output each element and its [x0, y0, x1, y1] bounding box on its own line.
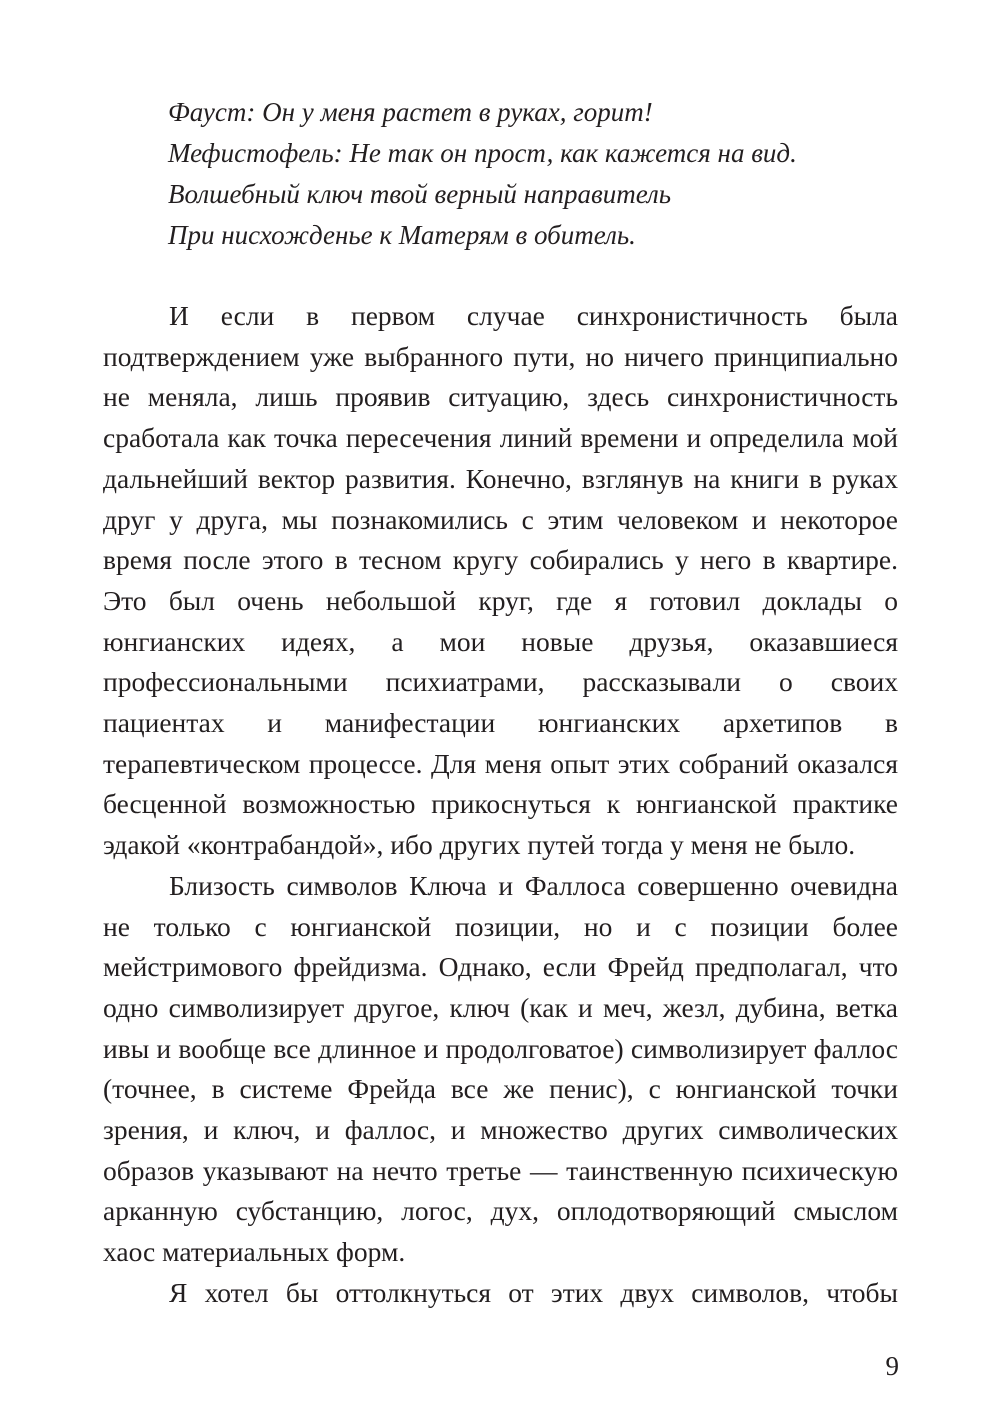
page-number: 9	[885, 1351, 899, 1381]
paragraph: Близость символов Ключа и Фаллоса совершенно очевидна не только с юнгианской позиции, но и с позиции более мейстримового фрейдизма. Однако, если Фрейд предполагал, что одно символизирует другое, ключ (как и меч, жезл, дубина, ветка ивы и вообще все длинное и продолговатое) символизирует фаллос (точнее, в системе Фрейда все же пенис), с юнгианской точки зрения, и ключ, и фаллос, и множество других символических образов указывают на нечто третье — таинственную психическую арканную субстанцию, логос, дух, оплодотворяющий смыслом хаос материальных форм.	[103, 869, 898, 1268]
epigraph	[168, 92, 928, 256]
main-text	[103, 296, 898, 1314]
epigraph-line: При нисхожденье к Матерям в обитель.	[168, 220, 636, 250]
epigraph-line: Волшебный ключ твой верный направитель	[168, 179, 672, 209]
epigraph-line: Фауст: Он у меня растет в руках, горит!	[168, 97, 653, 127]
paragraph-last: Я хотел бы оттолкнуться от этих двух символов, чтобы	[169, 1276, 898, 1308]
epigraph-line: Мефистофель: Не так он прост, как кажется на вид.	[168, 138, 797, 168]
paragraph: И если в первом случае синхронистичность была подтверждением уже выбранного пути, но ничего принципиально не меняла, лишь проявив ситуацию, здесь синхронистичность сработала как точка пересечения линий времени и определила мой дальнейший вектор развития. Конечно, взглянув на книги в руках друг у друга, мы познакомились с этим человеком и некоторое время после этого в тесном кругу собирались у него в квартире. Это был очень небольшой круг, где я готовил доклады о юнгианских идеях, а мои новые друзья, оказавшиеся профессиональными психиатрами, рассказывали о своих пациентах и манифестации юнгианских архетипов в терапевтическом процессе. Для меня опыт этих собраний оказался бесценной возможностью прикоснуться к юнгианской практике эдакой «контрабандой», ибо других путей тогда у меня не было.	[103, 300, 898, 861]
